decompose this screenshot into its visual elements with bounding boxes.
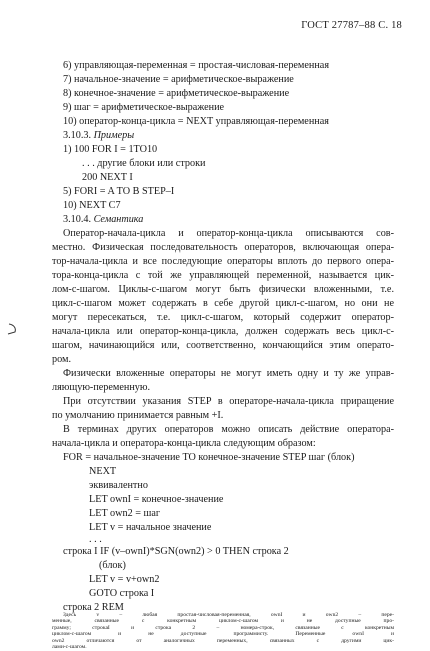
margin-bracket-mark: [7, 323, 21, 335]
para-line: цикл-с-шагом может содержать в себе другой цикл-с-шагом, но они не: [52, 298, 394, 309]
para-line: лом-с-шагом. Циклы-с-шагом могут быть физически вложенными, т.е.: [52, 284, 394, 295]
para-line: циклом-с-шагом и не доступные программисту. Переменные ownI и: [52, 631, 394, 638]
para-line: own2 отличаются от аналогичных переменных, связанных с другими цик-: [52, 637, 394, 644]
para-line: Оператор-начала-цикла и оператор-конца-цикла описываются сов-: [63, 228, 394, 239]
para-line: При отсутствии указания STEP в операторе-начала-цикла приращение: [63, 396, 394, 407]
code-line-goto: GOTO строка I: [89, 588, 155, 599]
syntax-line-7: 7) начальное-значение = арифметическое-выражение: [63, 74, 294, 85]
para-line: менные, связанные с конкретным циклом-с-шагом и не доступные про-: [52, 618, 394, 625]
para-line: начала-цикла и оператора-конца-цикла следующим образом:: [52, 438, 316, 449]
code-line-let-v: LET v = начальное значение: [89, 522, 212, 533]
syntax-line-9: 9) шаг = арифметическое-выражение: [63, 102, 225, 113]
code-line-if: строка I IF (v–ownI)*SGN(own2) > 0 THEN строка 2: [63, 546, 289, 557]
para-line: тор-начала-цикла и все последующие операторы вплоть до первого опера-: [52, 256, 394, 267]
para-line: тора-конца-цикла с той же управляющей переменной, называется цик-: [52, 270, 394, 281]
code-line-let-v-inc: LET v = v+own2: [89, 574, 160, 585]
para-line: В терминах других операторов можно описать действие оператора-: [63, 424, 394, 435]
section-heading-examples: 3.10.3. Примеры: [63, 130, 135, 141]
code-line-equivalent: эквивалентно: [89, 480, 148, 491]
code-line-block: (блок): [99, 560, 126, 571]
example-line-10: 10) NEXT C7: [63, 200, 121, 211]
para-line: Здесь v – любая простая-числовая-переменная, ownI и own2 – пере-: [63, 612, 394, 618]
section-heading-semantics: 3.10.4. Семантика: [63, 214, 144, 225]
para-line: местно. Физическая последовательность операторов, включающая опера-: [52, 242, 394, 253]
para-line: Физически вложенные операторы не могут иметь одну и ту же управ-: [63, 368, 394, 379]
code-line-for: FOR = начальное-значение TO конечное-значение STEP шаг (блок): [63, 452, 355, 463]
code-line-ellipsis: . . .: [89, 534, 102, 545]
code-line-let-own1: LET ownI = конечное-значение: [89, 494, 224, 505]
code-line-let-own2: LET own2 = шаг: [89, 508, 161, 519]
example-line-5: 5) FORI = A TO B STEP–I: [63, 186, 175, 197]
example-line-1: 1) 100 FOR I = 1TO10: [63, 144, 158, 155]
syntax-line-10: 10) оператор-конца-цикла = NEXT управляющая-переменная: [63, 116, 329, 127]
syntax-line-6: 6) управляющая-переменная = простая-числовая-переменная: [63, 60, 330, 71]
para-line: могут пересекаться, т.е. цикл-с-шагом, который содержит оператор-: [52, 312, 394, 323]
para-line: ляющую-переменную.: [52, 382, 151, 393]
para-line: грамму; строкаI и строка 2 – номера-строк, связанные с конкретным: [52, 624, 394, 631]
para-line: по умолчанию принимается равным +I.: [52, 410, 224, 421]
para-line: ром.: [52, 354, 71, 365]
code-line-rem: строка 2 REM: [63, 602, 124, 613]
syntax-line-8: 8) конечное-значение = арифметическое-выражение: [63, 88, 290, 99]
para-line: шагом, начинающийся или, соответственно, кончающийся этим операто-: [52, 340, 394, 351]
para-line: начала-цикла или оператор-конца-цикла, должен содержать весь цикл-с-: [52, 326, 394, 337]
para-line: лами-с-шагом.: [52, 644, 87, 650]
running-header: ГОСТ 27787–88 С. 18: [301, 20, 402, 31]
example-line-next: 200 NEXT I: [82, 172, 133, 183]
code-line-next: NEXT: [89, 466, 117, 477]
example-line-ellipsis: . . . другие блоки или строки: [82, 158, 206, 169]
